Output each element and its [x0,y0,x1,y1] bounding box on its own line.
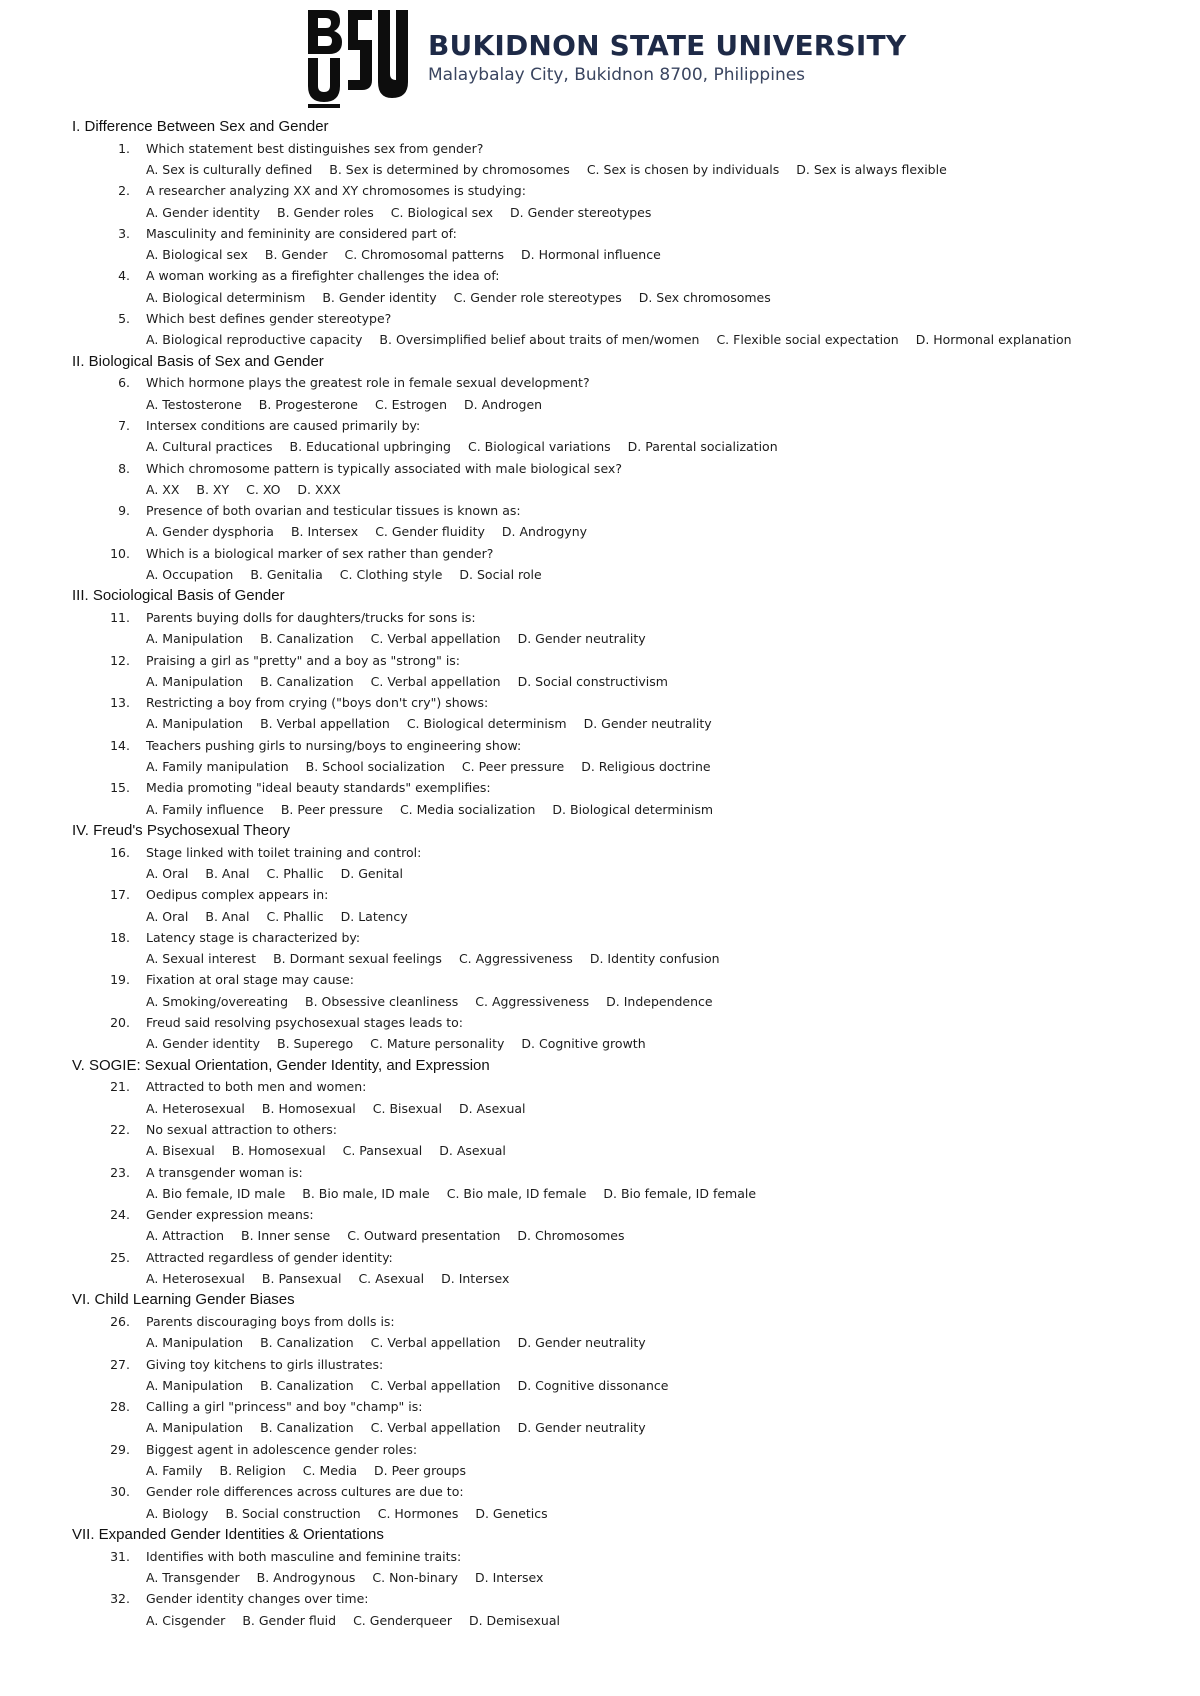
answer-options [72,1503,1182,1524]
answer-options [72,159,1182,180]
answer-options [72,671,1182,692]
question-number: 7. [118,417,130,433]
question-number: 11. [110,610,130,625]
answer-option: D. Identity confusion [589,951,720,967]
answer-option: B. Canalization [260,673,354,689]
question-item [72,415,1182,436]
question-item [72,884,1182,905]
answer-options [72,244,1182,265]
question-text: Oedipus complex appears in: [146,887,329,903]
answer-option: D. Parental socialization [627,439,778,455]
answer-options [72,1460,1182,1481]
answer-option: B. Canalization [260,1377,354,1393]
answer-option: A. Heterosexual [146,1270,245,1286]
answer-option: C. Pansexual [342,1143,423,1159]
university-name: BUKIDNON STATE UNIVERSITY [428,29,907,62]
question-text: Latency stage is characterized by: [146,929,361,945]
question-item [72,1119,1182,1140]
answer-option: D. Hormonal explanation [915,332,1072,348]
answer-option: B. Sex is determined by chromosomes [329,161,570,177]
question-item [72,1162,1182,1183]
question-number: 10. [110,545,130,561]
university-header [300,4,920,112]
answer-option: A. Manipulation [146,1377,244,1393]
answer-option: A. Testosterone [146,396,242,412]
answer-options [72,713,1182,734]
answer-option: A. Biological reproductive capacity [146,332,363,348]
answer-option: D. Gender neutrality [517,631,646,647]
section-title: IV. Freud's Psychosexual Theory [72,821,290,839]
answer-option: D. Bio female, ID female [603,1185,757,1201]
answer-options [72,948,1182,969]
answer-option: B. Dormant sexual feelings [273,951,442,967]
question-text: Parents buying dolls for daughters/trucks for sons is: [146,610,476,625]
question-number: 24. [110,1207,130,1223]
question-text: Attracted regardless of gender identity: [146,1249,393,1265]
question-text: Stage linked with toilet training and control: [146,844,422,860]
answer-option: B. Canalization [260,1420,354,1436]
answer-option: A. Transgender [146,1569,240,1585]
answer-option: B. Progesterone [258,396,358,412]
question-item [72,223,1182,244]
answer-option: A. Manipulation [146,1335,244,1351]
question-text: Attracted to both men and women: [146,1079,367,1095]
question-item [72,265,1182,286]
question-item [72,1546,1182,1567]
answer-option: A. Cisgender [146,1612,226,1628]
question-number: 3. [118,225,130,241]
answer-option: C. Asexual [358,1270,425,1286]
question-item [72,180,1182,201]
answer-option: A. Bisexual [146,1143,215,1159]
question-number: 30. [110,1484,130,1500]
answer-option: B. Canalization [260,631,354,647]
question-text: A woman working as a firefighter challenges the idea of: [146,268,500,284]
answer-options [72,329,1182,350]
answer-option: B. School socialization [305,759,445,775]
answer-option: B. XY [196,481,230,497]
answer-option: D. Biological determinism [552,801,714,817]
question-text: Identifies with both masculine and feminine traits: [146,1548,462,1564]
question-text: Parents discouraging boys from dolls is: [146,1313,395,1329]
question-text: Praising a girl as "pretty" and a boy as "strong" is: [146,652,461,668]
question-number: 1. [118,140,130,156]
answer-option: C. Hormones [377,1505,459,1521]
question-number: 9. [118,503,130,519]
answer-option: D. Social role [459,567,542,583]
question-number: 2. [118,183,130,199]
answer-option: A. Biological determinism [146,289,306,305]
question-item [72,650,1182,671]
answer-option: A. Biological sex [146,247,248,263]
answer-option: D. Sex chromosomes [638,289,771,305]
question-number: 32. [110,1591,130,1607]
answer-option: D. Gender neutrality [517,1420,646,1436]
answer-options [72,756,1182,777]
answer-option: A. Sex is culturally defined [146,161,313,177]
answer-options [72,202,1182,223]
answer-options [72,436,1182,457]
question-item [72,927,1182,948]
answer-option: D. Gender stereotypes [510,204,652,220]
answer-options [72,1332,1182,1353]
question-number: 20. [110,1015,130,1031]
answer-option: B. Educational upbringing [289,439,451,455]
answer-option: D. Intersex [441,1270,510,1286]
answer-option: D. Independence [606,993,713,1009]
answer-option: A. Smoking/overeating [146,993,288,1009]
answer-options [72,1225,1182,1246]
answer-options [72,628,1182,649]
answer-option: C. XO [246,481,281,497]
question-item [72,1439,1182,1460]
answer-option: B. Canalization [260,1335,354,1351]
question-text: Restricting a boy from crying ("boys don't cry") shows: [146,695,489,711]
question-item [72,1396,1182,1417]
question-number: 29. [110,1441,130,1457]
answer-options [72,479,1182,500]
question-item [72,735,1182,756]
question-item [72,777,1182,798]
answer-option: B. Oversimplified belief about traits of men/women [379,332,700,348]
question-item [72,138,1182,159]
answer-option: C. Biological sex [390,204,494,220]
answer-option: C. Media socialization [399,801,536,817]
question-text: Intersex conditions are caused primarily by: [146,417,421,433]
answer-option: C. Peer pressure [461,759,565,775]
answer-option: C. Media [302,1463,357,1479]
answer-options [72,287,1182,308]
answer-option: A. Oral [146,908,189,924]
answer-option: A. Biology [146,1505,209,1521]
answer-option: C. Gender role stereotypes [453,289,622,305]
answer-option: D. Genital [340,865,404,881]
question-number: 25. [110,1249,130,1265]
question-text: Calling a girl "princess" and boy "champ" is: [146,1399,423,1415]
answer-option: C. Non-binary [372,1569,459,1585]
question-item [72,1076,1182,1097]
answer-option: C. Sex is chosen by individuals [586,161,780,177]
answer-option: B. Obsessive cleanliness [305,993,459,1009]
answer-option: B. Bio male, ID male [302,1185,430,1201]
answer-options [72,991,1182,1012]
answer-options [72,1033,1182,1054]
answer-options [72,906,1182,927]
question-text: Fixation at oral stage may cause: [146,972,354,988]
answer-options [72,394,1182,415]
answer-option: C. Chromosomal patterns [344,247,505,263]
section-title: I. Difference Between Sex and Gender [72,118,329,135]
answer-options [72,1567,1182,1588]
answer-option: C. Flexible social expectation [716,332,899,348]
answer-option: C. Estrogen [375,396,448,412]
answer-option: A. Cultural practices [146,439,273,455]
answer-option: C. Outward presentation [347,1228,501,1244]
answer-option: D. Peer groups [374,1463,466,1479]
answer-option: D. Gender neutrality [517,1335,646,1351]
question-number: 23. [110,1164,130,1180]
answer-option: A. Family manipulation [146,759,289,775]
question-number: 19. [110,972,130,988]
answer-option: B. Verbal appellation [260,716,390,732]
answer-options [72,1098,1182,1119]
answer-option: C. Phallic [266,865,324,881]
answer-options [72,799,1182,820]
answer-option: D. Hormonal influence [521,247,661,263]
answer-option: A. Manipulation [146,1420,244,1436]
answer-option: C. Biological variations [467,439,611,455]
answer-option: B. Social construction [225,1505,361,1521]
section-title: V. SOGIE: Sexual Orientation, Gender Identity, and Expression [72,1056,490,1074]
question-text: Media promoting "ideal beauty standards" exemplifies: [146,780,491,796]
question-number: 13. [110,695,130,711]
question-text: Which best defines gender stereotype? [146,311,392,327]
answer-option: A. Heterosexual [146,1100,245,1116]
answer-option: A. Gender identity [146,204,261,220]
question-text: A researcher analyzing XX and XY chromosomes is studying: [146,183,526,199]
question-text: Which hormone plays the greatest role in female sexual development? [146,375,590,391]
answer-option: C. Phallic [266,908,324,924]
answer-option: B. Gender fluid [242,1612,337,1628]
question-item [72,1247,1182,1268]
question-item [72,1588,1182,1609]
answer-option: C. Verbal appellation [370,1377,501,1393]
answer-option: D. Androgen [464,396,543,412]
question-number: 16. [110,844,130,860]
answer-option: A. Sexual interest [146,951,257,967]
answer-options [72,1140,1182,1161]
question-text: Presence of both ovarian and testicular tissues is known as: [146,503,521,519]
answer-option: D. Androgyny [501,524,588,540]
answer-option: C. Aggressiveness [475,993,590,1009]
answer-option: C. Bisexual [372,1100,442,1116]
answer-option: C. Biological determinism [406,716,567,732]
section-title: III. Sociological Basis of Gender [72,587,285,605]
answer-options [72,564,1182,585]
answer-option: B. Pansexual [261,1270,342,1286]
question-number: 15. [110,780,130,796]
question-number: 4. [118,268,130,284]
answer-option: B. Androgynous [256,1569,356,1585]
answer-option: B. Genitalia [250,567,323,583]
answer-option: D. Chromosomes [517,1228,625,1244]
question-item [72,607,1182,628]
question-text: No sexual attraction to others: [146,1121,337,1137]
answer-option: A. XX [146,481,180,497]
question-text: Which is a biological marker of sex rather than gender? [146,545,494,561]
answer-option: D. Social constructivism [517,673,668,689]
question-item [72,1354,1182,1375]
answer-option: A. Bio female, ID male [146,1185,286,1201]
section-title: II. Biological Basis of Sex and Gender [72,352,324,370]
answer-option: C. Verbal appellation [370,673,501,689]
question-text: Biggest agent in adolescence gender roles: [146,1441,418,1457]
question-number: 6. [118,375,130,391]
answer-option: A. Oral [146,865,189,881]
answer-options [72,1610,1182,1631]
question-item [72,969,1182,990]
question-text: Teachers pushing girls to nursing/boys to engineering show: [146,737,522,753]
answer-option: B. Anal [205,908,250,924]
answer-options [72,1375,1182,1396]
answer-option: D. XXX [297,481,341,497]
question-number: 22. [110,1121,130,1137]
answer-option: A. Manipulation [146,673,244,689]
question-text: Masculinity and femininity are considered part of: [146,225,457,241]
answer-option: A. Gender dysphoria [146,524,274,540]
answer-option: C. Clothing style [339,567,443,583]
answer-option: C. Mature personality [370,1036,505,1052]
answer-option: D. Asexual [439,1143,506,1159]
question-item [72,1311,1182,1332]
answer-option: C. Genderqueer [353,1612,452,1628]
question-number: 17. [110,887,130,903]
answer-option: D. Latency [340,908,408,924]
question-number: 12. [110,652,130,668]
answer-option: D. Genetics [475,1505,548,1521]
answer-option: C. Bio male, ID female [446,1185,587,1201]
answer-option: C. Verbal appellation [370,1335,501,1351]
answer-option: D. Gender neutrality [583,716,712,732]
question-item [72,1481,1182,1502]
question-number: 8. [118,460,130,476]
question-number: 18. [110,929,130,945]
answer-option: D. Intersex [475,1569,544,1585]
question-text: Gender identity changes over time: [146,1591,369,1607]
answer-option: A. Occupation [146,567,234,583]
question-number: 28. [110,1399,130,1415]
question-item [72,1204,1182,1225]
answer-options [72,1417,1182,1438]
answer-option: C. Verbal appellation [370,631,501,647]
answer-option: B. Homosexual [231,1143,326,1159]
answer-option: B. Gender [264,247,328,263]
question-item [72,500,1182,521]
answer-option: B. Superego [277,1036,354,1052]
question-text: A transgender woman is: [146,1164,303,1180]
answer-option: C. Aggressiveness [458,951,573,967]
question-number: 31. [110,1548,130,1564]
question-text: Gender expression means: [146,1207,314,1223]
answer-option: C. Verbal appellation [370,1420,501,1436]
answer-option: D. Sex is always flexible [796,161,947,177]
answer-option: C. Gender fluidity [375,524,485,540]
answer-option: B. Peer pressure [280,801,383,817]
answer-option: D. Demisexual [468,1612,560,1628]
university-logo [300,6,412,110]
answer-option: B. Gender roles [277,204,374,220]
answer-option: B. Religion [219,1463,286,1479]
answer-options [72,521,1182,542]
question-item [72,458,1182,479]
answer-option: B. Homosexual [261,1100,356,1116]
answer-option: D. Cognitive dissonance [517,1377,669,1393]
answer-option: A. Attraction [146,1228,225,1244]
answer-option: B. Anal [205,865,250,881]
section-title: VII. Expanded Gender Identities & Orientations [72,1525,384,1543]
answer-option: A. Manipulation [146,716,244,732]
question-text: Freud said resolving psychosexual stages leads to: [146,1015,463,1031]
answer-options [72,1268,1182,1289]
answer-option: A. Manipulation [146,631,244,647]
university-address: Malaybalay City, Bukidnon 8700, Philippines [428,65,806,85]
answer-option: B. Intersex [290,524,359,540]
question-text: Which chromosome pattern is typically associated with male biological sex? [146,460,622,476]
answer-options [72,863,1182,884]
answer-option: B. Inner sense [241,1228,331,1244]
question-item [72,692,1182,713]
question-text: Gender role differences across cultures are due to: [146,1484,464,1500]
answer-option: A. Family [146,1463,203,1479]
question-number: 14. [110,737,130,753]
question-item [72,543,1182,564]
answer-option: D. Religious doctrine [581,759,711,775]
answer-option: B. Gender identity [322,289,437,305]
question-text: Giving toy kitchens to girls illustrates: [146,1356,384,1372]
question-number: 21. [110,1079,130,1095]
answer-option: A. Family influence [146,801,264,817]
answer-option: D. Cognitive growth [521,1036,646,1052]
answer-option: A. Gender identity [146,1036,261,1052]
exam-content [72,116,1182,1631]
answer-options [72,1183,1182,1204]
section-title: VI. Child Learning Gender Biases [72,1291,295,1309]
answer-option: D. Asexual [458,1100,526,1116]
question-number: 27. [110,1356,130,1372]
question-number: 26. [110,1313,130,1329]
question-number: 5. [118,311,130,327]
question-item [72,842,1182,863]
question-item [72,372,1182,393]
question-text: Which statement best distinguishes sex from gender? [146,140,484,156]
question-item [72,308,1182,329]
question-item [72,1012,1182,1033]
